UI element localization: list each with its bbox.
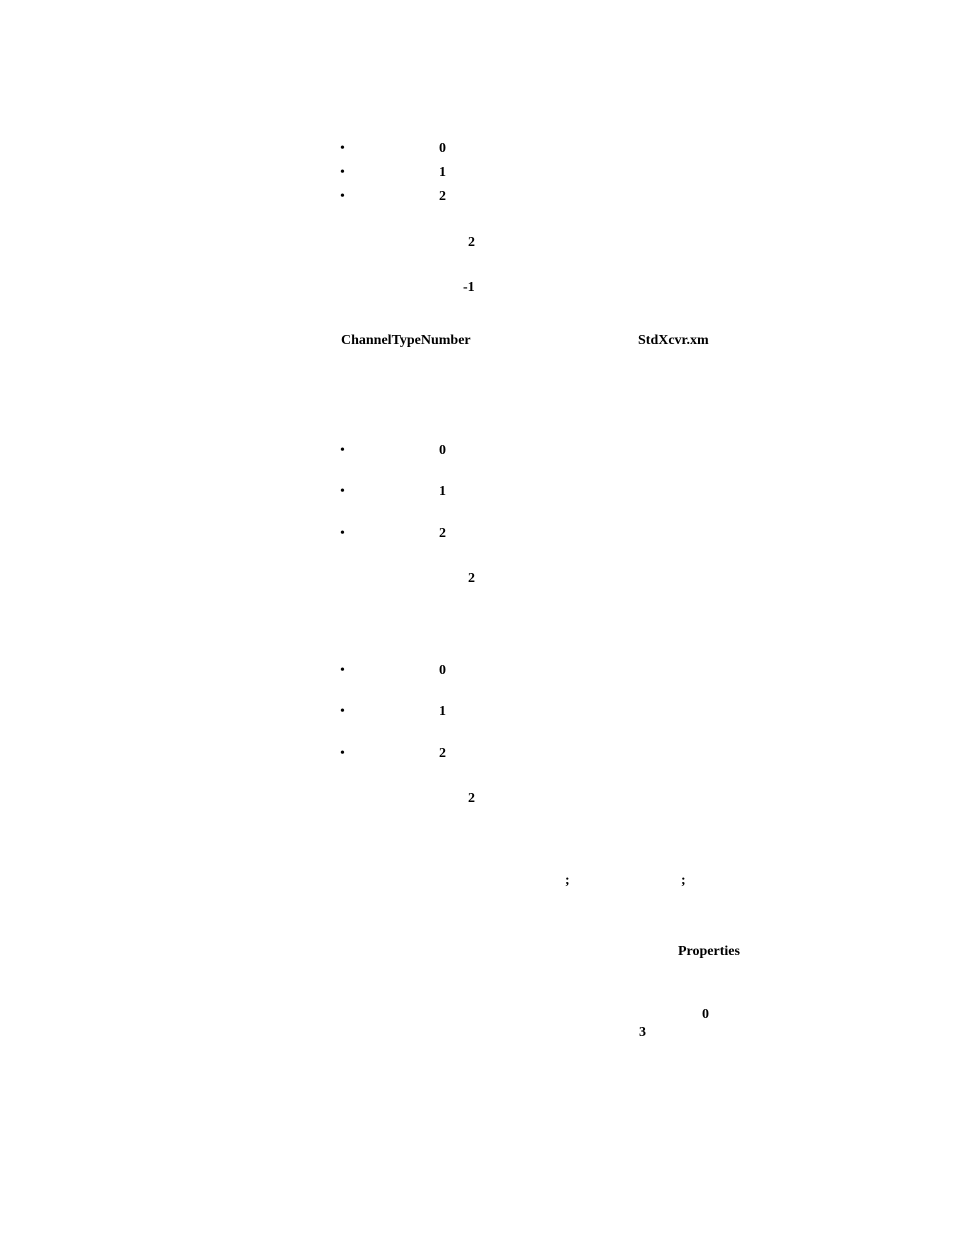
list-c-item-3: 2 [439,746,446,761]
separator-1: ; [565,873,570,888]
bullet-c-1: • [340,663,345,678]
list-b-item-2: 1 [439,484,446,499]
list-b-item-3: 2 [439,526,446,541]
bullet-b-3: • [340,526,345,541]
note-a1: 2 [468,235,475,250]
separator-2: ; [681,873,686,888]
bullet-a-2: • [340,165,345,180]
list-b-item-1: 0 [439,443,446,458]
bullet-c-2: • [340,704,345,719]
list-a-item-2: 1 [439,165,446,180]
note-c: 2 [468,791,475,806]
value-zero: 0 [702,1007,709,1022]
ref-stdxcvr-file: StdXcvr.xm [638,333,709,348]
bullet-c-3: • [340,746,345,761]
value-three: 3 [639,1025,646,1040]
note-a2: -1 [463,280,475,295]
list-a-item-1: 0 [439,141,446,156]
properties-label: Properties [678,944,740,959]
list-c-item-2: 1 [439,704,446,719]
list-c-item-1: 0 [439,663,446,678]
bullet-a-1: • [340,141,345,156]
bullet-b-2: • [340,484,345,499]
ref-channel-type-number: ChannelTypeNumber [341,333,471,348]
list-a-item-3: 2 [439,189,446,204]
note-b: 2 [468,571,475,586]
bullet-b-1: • [340,443,345,458]
bullet-a-3: • [340,189,345,204]
